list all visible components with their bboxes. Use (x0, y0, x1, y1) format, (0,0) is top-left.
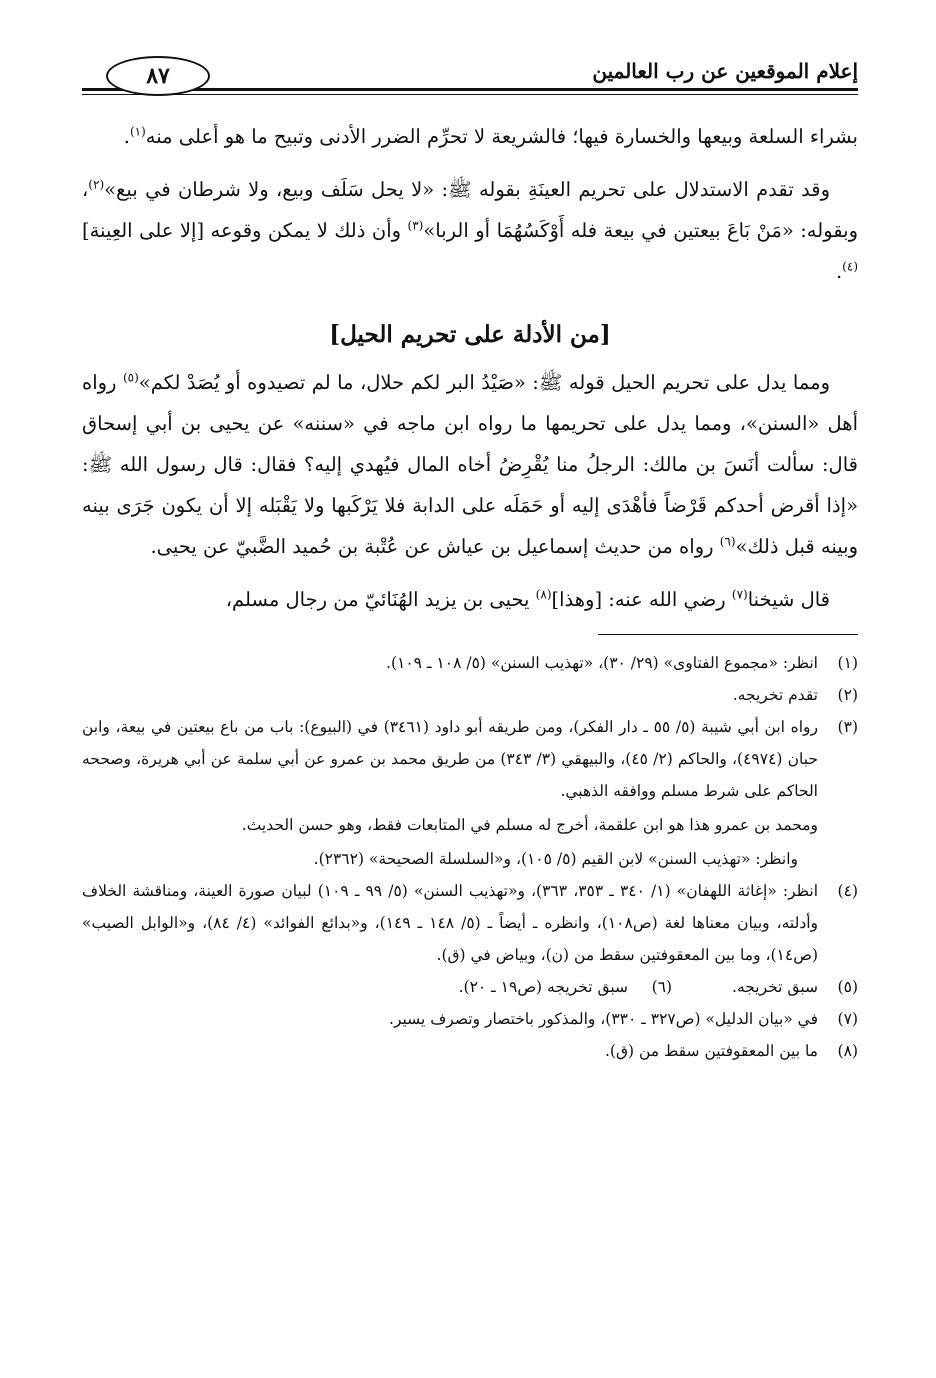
paragraph-3 (82, 362, 858, 567)
footnote-number: (٦) (651, 978, 673, 996)
footnote-ref-2: (٢) (88, 177, 105, 192)
header-rule-thin (82, 94, 858, 95)
paragraph-4-text-b: رضي الله عنه: [وهذا] (551, 588, 732, 611)
footnote-number: (٣) (837, 718, 858, 736)
footnote-ref-7: (٧) (731, 587, 748, 602)
main-text (82, 116, 858, 1067)
footnotes-5-6-row (82, 971, 858, 1003)
footnote-ref-5: (٥) (122, 370, 139, 385)
footnotes (82, 647, 858, 1067)
page-number: ٨٧ (146, 63, 170, 89)
paragraph-4-text-c: يحيى بن يزيد الهُنَائيّ من رجال مسلم، (225, 588, 536, 611)
footnote-2 (82, 679, 858, 711)
footnote-ref-3: (٣) (407, 218, 424, 233)
footnote-text: ما بين المعقوفتين سقط من (ق). (604, 1042, 818, 1060)
footnote-8 (82, 1035, 858, 1067)
footnote-number: (٧) (837, 1010, 858, 1028)
footnote-ref-6: (٦) (719, 534, 736, 549)
paragraph-1 (82, 116, 858, 157)
paragraph-2-text-c: وأن ذلك لا يمكن وقوعه [إلا على العِينة] (82, 219, 408, 242)
paragraph-3-text-c: رواه من حديث إسماعيل بن عياش عن عُتْبة بن حُميد الضَّبيّ عن يحيى. (150, 535, 720, 558)
footnote-ref-8: (٨) (535, 587, 552, 602)
footnote-text: تقدم تخريجه. (732, 686, 818, 704)
footnote-number: (٢) (837, 686, 858, 704)
paragraph-3-text-b: رواه أهل «السنن»، ومما يدل على تحريمها ما رواه ابن ماجه في «سننه» عن يحيى بن أبي إسحاق قال: سألت أنَسَ بن مالك: الرجلُ منا يُقْرِضُ أخاه المال فيُهدي إليه؟ فقال: قال رسول الله ﷺ: «إذا أقرض أحدكم قَرْضاً فأهْدَى إليه أو حَمَلَه على الدابة فلا يَرْكَبها ولا يَقْبَله إلا أن يكون جَرَى بينه وبينه قبل ذلك» (82, 371, 858, 558)
footnote-6 (459, 971, 672, 1003)
page-header (82, 52, 858, 102)
footnote-text: سبق تخريجه (ص١٩ ـ ٢٠). (458, 978, 629, 996)
footnote-number: (١) (837, 654, 858, 672)
footnote-number: (٤) (837, 882, 858, 900)
paragraph-1-end: . (123, 125, 130, 148)
paragraph-2 (82, 169, 858, 292)
footnote-5 (732, 971, 858, 1003)
footnote-text: سبق تخريجه. (732, 978, 818, 996)
footnote-separator (598, 634, 858, 635)
footnote-text: في «بيان الدليل» (ص٣٢٧ ـ ٣٣٠)، والمذكور باختصار وتصرف يسير. (389, 1010, 818, 1028)
footnote-ref-1: (١) (129, 124, 146, 139)
footnote-7 (82, 1003, 858, 1035)
section-heading: [من الأدلة على تحريم الحيل] (329, 321, 611, 348)
footnote-text: انظر: «مجموع الفتاوى» (٢٩/ ٣٠)، «تهذيب السنن» (٥/ ١٠٨ ـ ١٠٩). (386, 654, 818, 672)
footnote-3-continuation-2: وانظر: «تهذيب السنن» لابن القيم (٥/ ١٠٥)، و«السلسلة الصحيحة» (٢٣٦٢). (313, 850, 798, 868)
footnote-3 (82, 711, 858, 807)
footnote-number: (٥) (837, 978, 858, 996)
footnote-number: (٨) (837, 1042, 858, 1060)
footnote-text: انظر: «إغاثة اللهفان» (١/ ٣٤٠ ـ ٣٥٣، ٣٦٣)، و«تهذيب السنن» (٥/ ٩٩ ـ ١٠٩) لبيان صورة العينة، ومناقشة الخلاف وأدلته، وبيان معناها لغة (ص١٠٨)، وانظره ـ أيضاً ـ (٥/ ١٤٨ ـ ١٤٩)، و«بدائع الفوائد» (٤/ ٨٤)، و«الوابل الصيب» (ص١٤)، وما بين المعقوفتين سقط من (ن)، وبياض في (ق). (82, 882, 819, 964)
paragraph-2-text-a: وقد تقدم الاستدلال على تحريم العينَةِ بقوله ﷺ: «لا يحل سَلَف وبيع، ولا شرطان في بيع» (104, 178, 830, 201)
page-number-oval (106, 56, 210, 96)
footnote-ref-4: (٤) (842, 259, 858, 274)
footnote-text: رواه ابن أبي شيبة (٥/ ٥٥ ـ دار الفكر)، ومن طريقه أبو داود (٣٤٦١) في (البيوع): باب من باع بيعتين في بيعة، وابن حبان (٤٩٧٤)، والحاكم (٢/ ٤٥)، والبيهقي (٣/ ٣٤٣) من طريق محمد بن عمرو عن أبي سلمة عن أبي هريرة، وصححه الحاكم على شرط مسلم ووافقه الذهبي. (82, 718, 818, 800)
running-title: إعلام الموقعين عن رب العالمين (592, 59, 858, 83)
paragraph-3-text-a: ومما يدل على تحريم الحيل قوله ﷺ: «صَيْدُ البر لكم حلال، ما لم تصيدوه أو يُصَدْ لكم» (138, 371, 830, 394)
paragraph-2-text-b: ، وبقوله: «مَنْ بَاعَ بيعتين في بيعة فله أَوْكَسُهُمَا أو الربا» (82, 178, 858, 242)
footnote-4 (82, 875, 858, 971)
paragraph-4 (82, 579, 858, 620)
footnote-1 (82, 647, 858, 679)
footnote-3-continuation-1: ومحمد بن عمرو هذا هو ابن علقمة، أخرج له مسلم في المتابعات فقط، وهو حسن الحديث. (241, 816, 818, 834)
paragraph-1-text: بشراء السلعة وبيعها والخسارة فيها؛ فالشريعة لا تحرِّم الضرر الأدنى وتبيح ما هو أعلى منه (145, 125, 858, 148)
paragraph-4-text-a: قال شيخنا (747, 588, 830, 611)
paragraph-2-end: . (835, 260, 843, 283)
